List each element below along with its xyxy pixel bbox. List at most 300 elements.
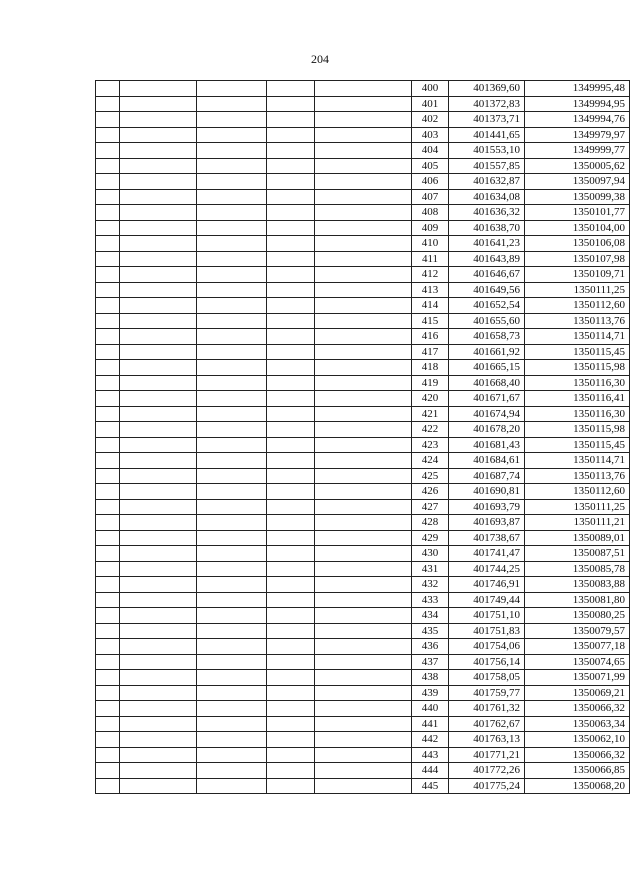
empty-cell [197, 670, 267, 686]
point-number-cell: 418 [412, 360, 449, 376]
empty-cell [315, 174, 412, 190]
table-row [96, 654, 630, 670]
empty-cell [267, 143, 315, 159]
empty-cell [315, 546, 412, 562]
empty-cell [96, 251, 120, 267]
point-number-cell: 402 [412, 112, 449, 128]
empty-cell [120, 236, 197, 252]
empty-cell [197, 747, 267, 763]
x-coordinate-cell: 401690,81 [449, 484, 525, 500]
empty-cell [197, 732, 267, 748]
empty-cell [267, 747, 315, 763]
empty-cell [197, 282, 267, 298]
empty-cell [267, 96, 315, 112]
empty-cell [96, 623, 120, 639]
empty-cell [197, 375, 267, 391]
x-coordinate-cell: 401652,54 [449, 298, 525, 314]
empty-cell [197, 453, 267, 469]
empty-cell [96, 174, 120, 190]
y-coordinate-cell: 1350112,60 [525, 484, 630, 500]
table-row [96, 375, 630, 391]
x-coordinate-cell: 401553,10 [449, 143, 525, 159]
empty-cell [96, 298, 120, 314]
table-row [96, 251, 630, 267]
table-row [96, 747, 630, 763]
table-row [96, 515, 630, 531]
table-row [96, 96, 630, 112]
empty-cell [315, 716, 412, 732]
empty-cell [96, 639, 120, 655]
empty-cell [197, 592, 267, 608]
empty-cell [120, 592, 197, 608]
empty-cell [197, 484, 267, 500]
table-row [96, 716, 630, 732]
empty-cell [96, 515, 120, 531]
point-number-cell: 428 [412, 515, 449, 531]
x-coordinate-cell: 401658,73 [449, 329, 525, 345]
empty-cell [96, 685, 120, 701]
table-row [96, 344, 630, 360]
empty-cell [315, 406, 412, 422]
y-coordinate-cell: 1350066,32 [525, 747, 630, 763]
table-row [96, 561, 630, 577]
empty-cell [197, 685, 267, 701]
empty-cell [315, 453, 412, 469]
table-row [96, 592, 630, 608]
y-coordinate-cell: 1349994,76 [525, 112, 630, 128]
empty-cell [315, 701, 412, 717]
empty-cell [197, 267, 267, 283]
empty-cell [120, 158, 197, 174]
point-number-cell: 439 [412, 685, 449, 701]
y-coordinate-cell: 1349979,97 [525, 127, 630, 143]
empty-cell [315, 360, 412, 376]
table-row [96, 639, 630, 655]
empty-cell [315, 313, 412, 329]
empty-cell [197, 174, 267, 190]
empty-cell [315, 143, 412, 159]
x-coordinate-cell: 401771,21 [449, 747, 525, 763]
table-row [96, 298, 630, 314]
x-coordinate-cell: 401634,08 [449, 189, 525, 205]
empty-cell [96, 313, 120, 329]
coordinates-table-body [96, 81, 630, 794]
empty-cell [267, 236, 315, 252]
empty-cell [267, 282, 315, 298]
empty-cell [315, 189, 412, 205]
empty-cell [120, 391, 197, 407]
x-coordinate-cell: 401674,94 [449, 406, 525, 422]
x-coordinate-cell: 401772,26 [449, 763, 525, 779]
empty-cell [315, 530, 412, 546]
x-coordinate-cell: 401687,74 [449, 468, 525, 484]
empty-cell [315, 623, 412, 639]
empty-cell [96, 592, 120, 608]
empty-cell [315, 515, 412, 531]
point-number-cell: 413 [412, 282, 449, 298]
empty-cell [96, 484, 120, 500]
table-row [96, 360, 630, 376]
empty-cell [315, 561, 412, 577]
x-coordinate-cell: 401744,25 [449, 561, 525, 577]
table-row [96, 174, 630, 190]
empty-cell [96, 344, 120, 360]
point-number-cell: 434 [412, 608, 449, 624]
empty-cell [120, 639, 197, 655]
empty-cell [197, 654, 267, 670]
point-number-cell: 410 [412, 236, 449, 252]
y-coordinate-cell: 1350074,65 [525, 654, 630, 670]
empty-cell [96, 282, 120, 298]
table-row [96, 763, 630, 779]
empty-cell [120, 282, 197, 298]
point-number-cell: 424 [412, 453, 449, 469]
empty-cell [197, 220, 267, 236]
table-row [96, 282, 630, 298]
point-number-cell: 407 [412, 189, 449, 205]
y-coordinate-cell: 1350097,94 [525, 174, 630, 190]
empty-cell [267, 313, 315, 329]
empty-cell [96, 158, 120, 174]
empty-cell [267, 251, 315, 267]
empty-cell [120, 329, 197, 345]
empty-cell [315, 468, 412, 484]
empty-cell [197, 639, 267, 655]
empty-cell [120, 422, 197, 438]
empty-cell [120, 701, 197, 717]
y-coordinate-cell: 1350114,71 [525, 453, 630, 469]
x-coordinate-cell: 401763,13 [449, 732, 525, 748]
empty-cell [267, 298, 315, 314]
x-coordinate-cell: 401369,60 [449, 81, 525, 97]
empty-cell [197, 623, 267, 639]
point-number-cell: 432 [412, 577, 449, 593]
empty-cell [120, 685, 197, 701]
y-coordinate-cell: 1350116,30 [525, 375, 630, 391]
y-coordinate-cell: 1350115,45 [525, 437, 630, 453]
empty-cell [120, 561, 197, 577]
empty-cell [96, 453, 120, 469]
empty-cell [267, 127, 315, 143]
empty-cell [96, 220, 120, 236]
point-number-cell: 411 [412, 251, 449, 267]
empty-cell [267, 375, 315, 391]
empty-cell [96, 112, 120, 128]
point-number-cell: 435 [412, 623, 449, 639]
empty-cell [197, 763, 267, 779]
empty-cell [197, 189, 267, 205]
point-number-cell: 441 [412, 716, 449, 732]
empty-cell [120, 453, 197, 469]
table-row [96, 313, 630, 329]
point-number-cell: 423 [412, 437, 449, 453]
empty-cell [315, 763, 412, 779]
empty-cell [120, 763, 197, 779]
table-row [96, 205, 630, 221]
point-number-cell: 442 [412, 732, 449, 748]
point-number-cell: 415 [412, 313, 449, 329]
y-coordinate-cell: 1350066,85 [525, 763, 630, 779]
empty-cell [267, 189, 315, 205]
empty-cell [197, 437, 267, 453]
x-coordinate-cell: 401738,67 [449, 530, 525, 546]
empty-cell [197, 344, 267, 360]
empty-cell [197, 360, 267, 376]
y-coordinate-cell: 1350115,98 [525, 360, 630, 376]
table-row [96, 546, 630, 562]
y-coordinate-cell: 1349995,48 [525, 81, 630, 97]
empty-cell [315, 437, 412, 453]
point-number-cell: 420 [412, 391, 449, 407]
x-coordinate-cell: 401741,47 [449, 546, 525, 562]
empty-cell [120, 174, 197, 190]
empty-cell [120, 577, 197, 593]
x-coordinate-cell: 401751,83 [449, 623, 525, 639]
empty-cell [96, 329, 120, 345]
point-number-cell: 404 [412, 143, 449, 159]
empty-cell [120, 468, 197, 484]
empty-cell [267, 670, 315, 686]
y-coordinate-cell: 1350079,57 [525, 623, 630, 639]
empty-cell [120, 437, 197, 453]
empty-cell [267, 732, 315, 748]
empty-cell [96, 654, 120, 670]
empty-cell [197, 236, 267, 252]
empty-cell [96, 422, 120, 438]
x-coordinate-cell: 401761,32 [449, 701, 525, 717]
empty-cell [315, 732, 412, 748]
x-coordinate-cell: 401665,15 [449, 360, 525, 376]
empty-cell [315, 236, 412, 252]
y-coordinate-cell: 1350111,25 [525, 499, 630, 515]
y-coordinate-cell: 1350113,76 [525, 313, 630, 329]
empty-cell [315, 670, 412, 686]
empty-cell [197, 546, 267, 562]
y-coordinate-cell: 1350106,08 [525, 236, 630, 252]
empty-cell [315, 499, 412, 515]
y-coordinate-cell: 1350071,99 [525, 670, 630, 686]
empty-cell [197, 313, 267, 329]
empty-cell [96, 732, 120, 748]
table-row [96, 701, 630, 717]
table-row [96, 468, 630, 484]
empty-cell [267, 561, 315, 577]
empty-cell [267, 391, 315, 407]
y-coordinate-cell: 1350111,21 [525, 515, 630, 531]
x-coordinate-cell: 401649,56 [449, 282, 525, 298]
empty-cell [315, 344, 412, 360]
point-number-cell: 426 [412, 484, 449, 500]
empty-cell [197, 499, 267, 515]
empty-cell [120, 375, 197, 391]
point-number-cell: 427 [412, 499, 449, 515]
empty-cell [267, 530, 315, 546]
table-row [96, 158, 630, 174]
empty-cell [96, 360, 120, 376]
empty-cell [197, 577, 267, 593]
table-row [96, 608, 630, 624]
point-number-cell: 440 [412, 701, 449, 717]
empty-cell [267, 701, 315, 717]
y-coordinate-cell: 1350089,01 [525, 530, 630, 546]
point-number-cell: 444 [412, 763, 449, 779]
y-coordinate-cell: 1350068,20 [525, 778, 630, 794]
empty-cell [197, 561, 267, 577]
empty-cell [120, 96, 197, 112]
empty-cell [315, 608, 412, 624]
empty-cell [120, 747, 197, 763]
point-number-cell: 403 [412, 127, 449, 143]
coordinates-table [95, 80, 630, 794]
empty-cell [267, 763, 315, 779]
empty-cell [315, 778, 412, 794]
empty-cell [96, 127, 120, 143]
empty-cell [120, 298, 197, 314]
x-coordinate-cell: 401661,92 [449, 344, 525, 360]
empty-cell [197, 143, 267, 159]
empty-cell [197, 298, 267, 314]
point-number-cell: 419 [412, 375, 449, 391]
x-coordinate-cell: 401684,61 [449, 453, 525, 469]
empty-cell [96, 437, 120, 453]
y-coordinate-cell: 1350081,80 [525, 592, 630, 608]
empty-cell [267, 329, 315, 345]
empty-cell [120, 546, 197, 562]
empty-cell [197, 530, 267, 546]
table-row [96, 127, 630, 143]
x-coordinate-cell: 401693,79 [449, 499, 525, 515]
empty-cell [197, 406, 267, 422]
empty-cell [267, 515, 315, 531]
y-coordinate-cell: 1350099,38 [525, 189, 630, 205]
empty-cell [315, 422, 412, 438]
empty-cell [120, 608, 197, 624]
point-number-cell: 422 [412, 422, 449, 438]
y-coordinate-cell: 1350062,10 [525, 732, 630, 748]
empty-cell [120, 112, 197, 128]
empty-cell [267, 716, 315, 732]
x-coordinate-cell: 401646,67 [449, 267, 525, 283]
x-coordinate-cell: 401643,89 [449, 251, 525, 267]
empty-cell [267, 220, 315, 236]
empty-cell [120, 313, 197, 329]
empty-cell [315, 391, 412, 407]
point-number-cell: 409 [412, 220, 449, 236]
empty-cell [315, 205, 412, 221]
x-coordinate-cell: 401758,05 [449, 670, 525, 686]
empty-cell [96, 716, 120, 732]
empty-cell [96, 778, 120, 794]
x-coordinate-cell: 401671,67 [449, 391, 525, 407]
point-number-cell: 438 [412, 670, 449, 686]
point-number-cell: 414 [412, 298, 449, 314]
empty-cell [120, 251, 197, 267]
empty-cell [315, 592, 412, 608]
empty-cell [96, 530, 120, 546]
x-coordinate-cell: 401557,85 [449, 158, 525, 174]
table-row [96, 577, 630, 593]
y-coordinate-cell: 1350114,71 [525, 329, 630, 345]
x-coordinate-cell: 401372,83 [449, 96, 525, 112]
y-coordinate-cell: 1350069,21 [525, 685, 630, 701]
empty-cell [315, 127, 412, 143]
empty-cell [96, 763, 120, 779]
y-coordinate-cell: 1350005,62 [525, 158, 630, 174]
table-row [96, 453, 630, 469]
empty-cell [197, 205, 267, 221]
x-coordinate-cell: 401668,40 [449, 375, 525, 391]
empty-cell [315, 639, 412, 655]
y-coordinate-cell: 1350077,18 [525, 639, 630, 655]
empty-cell [120, 143, 197, 159]
point-number-cell: 417 [412, 344, 449, 360]
empty-cell [197, 329, 267, 345]
empty-cell [267, 608, 315, 624]
y-coordinate-cell: 1350101,77 [525, 205, 630, 221]
empty-cell [96, 670, 120, 686]
empty-cell [267, 81, 315, 97]
empty-cell [96, 205, 120, 221]
empty-cell [315, 251, 412, 267]
table-row [96, 670, 630, 686]
empty-cell [120, 670, 197, 686]
x-coordinate-cell: 401749,44 [449, 592, 525, 608]
table-row [96, 267, 630, 283]
empty-cell [96, 267, 120, 283]
empty-cell [197, 158, 267, 174]
empty-cell [315, 112, 412, 128]
empty-cell [197, 468, 267, 484]
x-coordinate-cell: 401632,87 [449, 174, 525, 190]
empty-cell [197, 127, 267, 143]
empty-cell [267, 484, 315, 500]
empty-cell [120, 484, 197, 500]
empty-cell [197, 701, 267, 717]
table-row [96, 406, 630, 422]
y-coordinate-cell: 1350066,32 [525, 701, 630, 717]
empty-cell [96, 577, 120, 593]
x-coordinate-cell: 401756,14 [449, 654, 525, 670]
y-coordinate-cell: 1350109,71 [525, 267, 630, 283]
empty-cell [96, 81, 120, 97]
y-coordinate-cell: 1350116,30 [525, 406, 630, 422]
table-row [96, 189, 630, 205]
table-row [96, 112, 630, 128]
y-coordinate-cell: 1350080,25 [525, 608, 630, 624]
empty-cell [120, 127, 197, 143]
y-coordinate-cell: 1350087,51 [525, 546, 630, 562]
x-coordinate-cell: 401693,87 [449, 515, 525, 531]
empty-cell [267, 685, 315, 701]
empty-cell [120, 623, 197, 639]
empty-cell [267, 468, 315, 484]
y-coordinate-cell: 1350115,45 [525, 344, 630, 360]
x-coordinate-cell: 401762,67 [449, 716, 525, 732]
empty-cell [267, 639, 315, 655]
empty-cell [315, 685, 412, 701]
empty-cell [315, 81, 412, 97]
table-row [96, 778, 630, 794]
empty-cell [197, 112, 267, 128]
empty-cell [197, 251, 267, 267]
empty-cell [197, 716, 267, 732]
empty-cell [120, 406, 197, 422]
table-row [96, 81, 630, 97]
empty-cell [96, 701, 120, 717]
table-row [96, 732, 630, 748]
empty-cell [120, 360, 197, 376]
point-number-cell: 436 [412, 639, 449, 655]
